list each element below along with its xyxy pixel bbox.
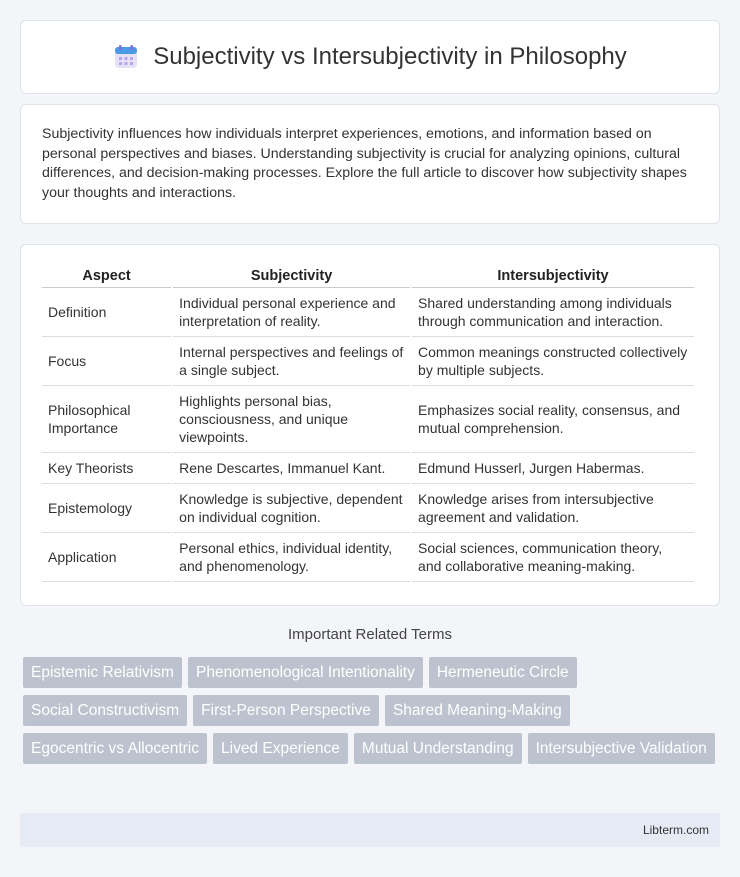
comparison-table-card: [20, 244, 720, 606]
term-tag[interactable]: Phenomenological Intentionality: [188, 657, 423, 688]
row-intersubjectivity: Edmund Husserl, Jurgen Habermas.: [412, 453, 694, 484]
header-subjectivity: Subjectivity: [173, 263, 410, 288]
row-subjectivity: Highlights personal bias, consciousness, and unique viewpoints.: [173, 386, 410, 453]
row-aspect: Epistemology: [42, 484, 171, 533]
row-aspect: Philosophical Importance: [42, 386, 171, 453]
row-aspect: Application: [42, 533, 171, 582]
row-aspect: Focus: [42, 337, 171, 386]
term-tag[interactable]: Hermeneutic Circle: [429, 657, 577, 688]
term-tag[interactable]: Intersubjective Validation: [528, 733, 715, 764]
row-intersubjectivity: Common meanings constructed collectively by multiple subjects.: [412, 337, 694, 386]
title-card: [20, 20, 720, 94]
header-intersubjectivity: Intersubjectivity: [412, 263, 694, 288]
term-tag[interactable]: Social Constructivism: [23, 695, 187, 726]
table-row: [42, 533, 694, 582]
table-row: [42, 386, 694, 453]
comparison-table: [40, 263, 696, 582]
row-intersubjectivity: Emphasizes social reality, consensus, and mutual comprehension.: [412, 386, 694, 453]
page-title: Subjectivity vs Intersubjectivity in Philosophy: [153, 43, 627, 70]
table-header-row: [42, 263, 694, 288]
intro-card: [20, 104, 720, 224]
row-subjectivity: Knowledge is subjective, dependent on individual cognition.: [173, 484, 410, 533]
header-aspect: Aspect: [42, 263, 171, 288]
term-tag[interactable]: Shared Meaning-Making: [385, 695, 570, 726]
row-subjectivity: Internal perspectives and feelings of a single subject.: [173, 337, 410, 386]
row-aspect: Key Theorists: [42, 453, 171, 484]
table-row: [42, 484, 694, 533]
row-subjectivity: Personal ethics, individual identity, and phenomenology.: [173, 533, 410, 582]
term-tag[interactable]: Mutual Understanding: [354, 733, 522, 764]
row-intersubjectivity: Shared understanding among individuals through communication and interaction.: [412, 288, 694, 337]
table-row: [42, 288, 694, 337]
calendar-icon: [113, 44, 139, 70]
row-aspect: Definition: [42, 288, 171, 337]
term-tag[interactable]: Egocentric vs Allocentric: [23, 733, 207, 764]
row-intersubjectivity: Social sciences, communication theory, and collaborative meaning-making.: [412, 533, 694, 582]
related-terms-heading: Important Related Terms: [288, 626, 452, 643]
row-intersubjectivity: Knowledge arises from intersubjective agreement and validation.: [412, 484, 694, 533]
term-tag[interactable]: Lived Experience: [213, 733, 348, 764]
row-subjectivity: Individual personal experience and interpretation of reality.: [173, 288, 410, 337]
term-tag[interactable]: First-Person Perspective: [193, 695, 379, 726]
term-tag[interactable]: Epistemic Relativism: [23, 657, 182, 688]
related-terms-list: [23, 657, 723, 764]
footer: [20, 813, 720, 847]
table-row: [42, 337, 694, 386]
footer-site-link[interactable]: Libterm.com: [642, 823, 709, 837]
intro-text: Subjectivity influences how individuals interpret experiences, emotions, and information based on personal perspectives and biases. Understanding subjectivity is crucial for analyzing opinions, cultural differences, and decision-making processes. Explore the full article to discover how subjectivity shapes your thoughts and interactions.: [42, 126, 687, 201]
table-row: [42, 453, 694, 484]
row-subjectivity: Rene Descartes, Immanuel Kant.: [173, 453, 410, 484]
